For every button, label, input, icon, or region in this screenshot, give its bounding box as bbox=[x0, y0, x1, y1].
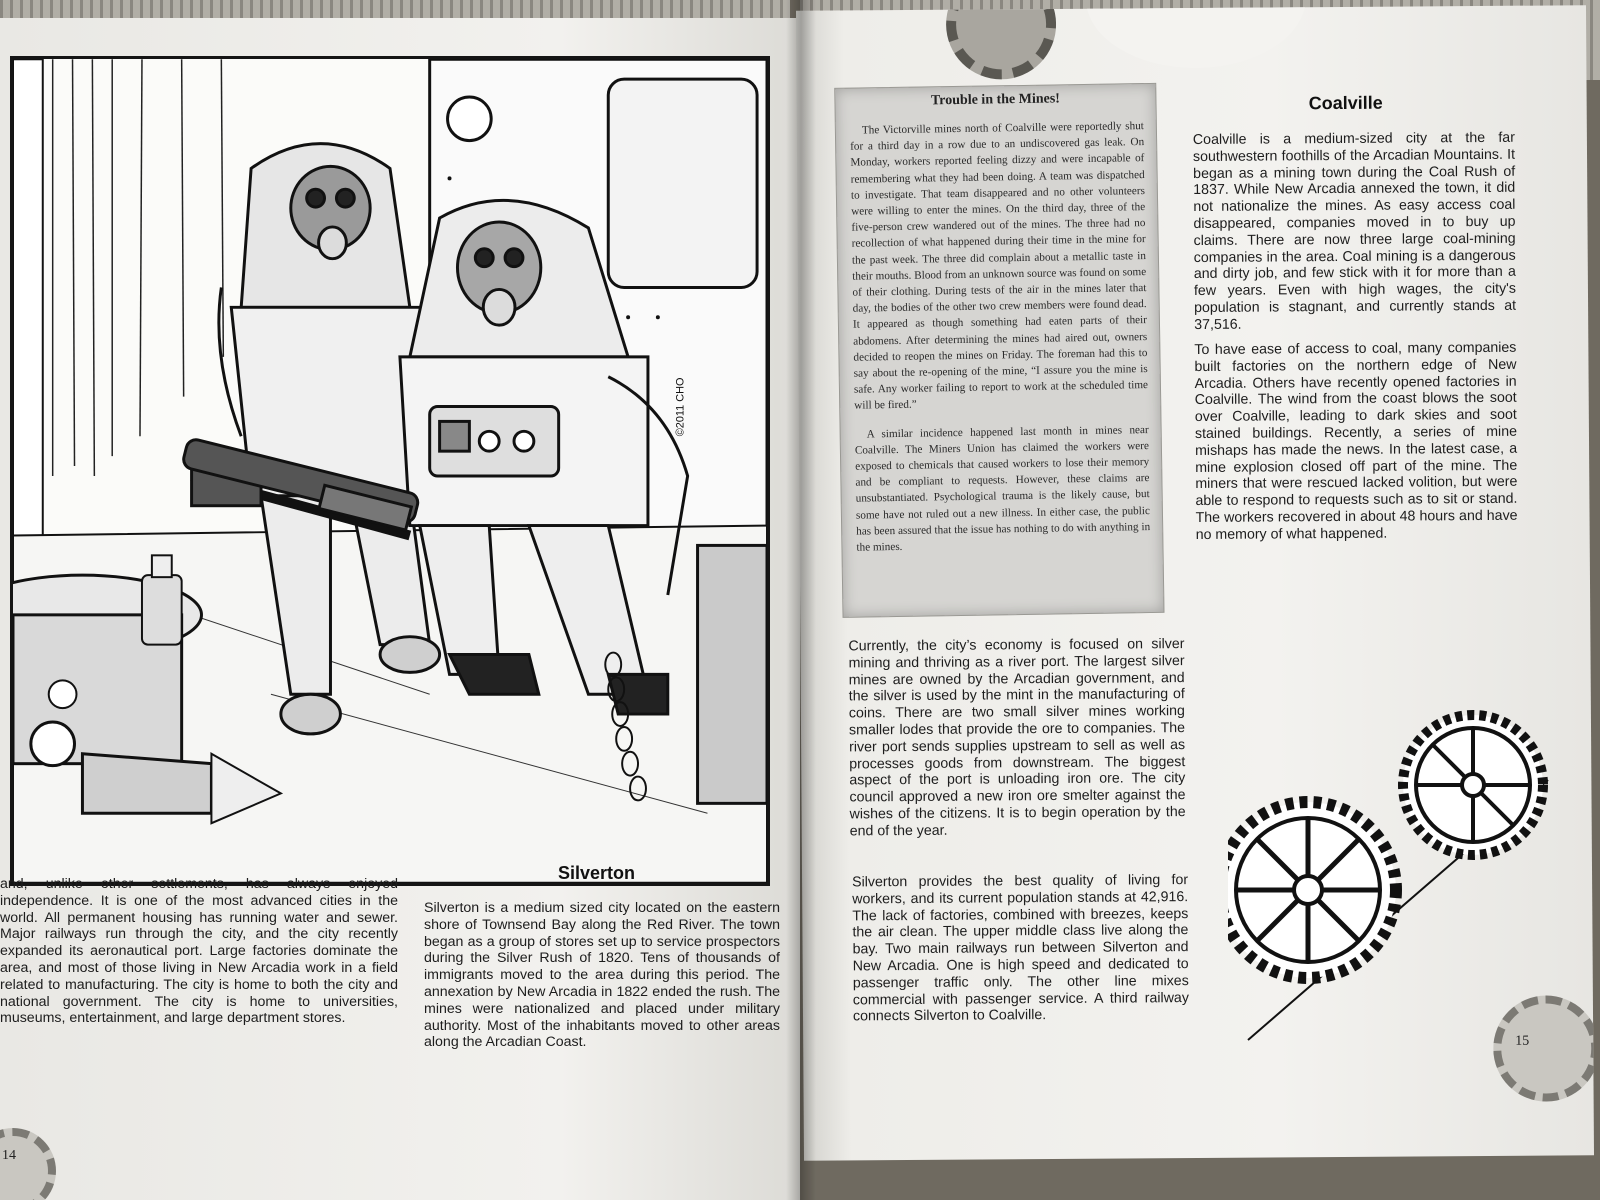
miners-drawing bbox=[13, 59, 767, 883]
small-gear-icon bbox=[1403, 715, 1543, 855]
sidebar-paragraph: The Victorville mines north of Coalville were reportedly shut for a third day in a row due to an undiscovered gas leak. On Monday, workers reported feeling dizzy and were incapable of remembering what they had been doing. A team was dispatched to investigate. That team disappeared and no other volunteers were willing to enter the mines. On the third day, three of the five-person crew wandered out of the mines. The three had no recollection of what happened during their time in the mine for the past week. The three did complain about a metallic taste in their mouths. Blood from an unknown source was found on some of their clothing. During tests of the air in the mines later that day, the bodies of the other two crew members were found dead. It appeared as though something had eaten parts of their abdomens. After determining the mines had aired out, owners decided to reopen the mines on Friday. The foreman had this to say about the re-opening of the mine, “I assure you the mine is safe. Any worker failing to report to work at the scheduled time will be fired.” bbox=[850, 120, 1149, 413]
coalville-heading: Coalville bbox=[1308, 92, 1383, 114]
new-arcadia-text: and, unlike other settlements, has always enjoyed independence. It is one of the most advanced cities in the world. All permanent housing has running water and sewer. Major railways run through the city, and the city recently expanded its aeronautical port. Large factories dominate the area, and most of those living in New Arcadia work in a field related to manufacturing. The city is home to both the city and national government. The city is home to universities, museums, entertainment, and large department stores. bbox=[0, 876, 398, 1027]
left-page bbox=[0, 18, 800, 1200]
silverton-heading: Silverton bbox=[558, 863, 636, 883]
large-gear-icon bbox=[1228, 802, 1396, 978]
gears-illustration bbox=[1228, 710, 1568, 1050]
corner-gear-icon bbox=[0, 1128, 56, 1200]
border-oval bbox=[1086, 5, 1306, 68]
miners-illustration bbox=[10, 56, 770, 886]
page-number-right: 15 bbox=[1515, 1033, 1530, 1049]
border-gear-icon bbox=[946, 5, 1057, 79]
silverton-economy-text: Currently, the city’s economy is focused on silver mining and thriving as a river port. The largest silver mines are owned by the Arcadian government, and the silver is used by the mint in the manufacturing of coins. There are two small silver mines working smaller lodes that provide the ore to companies. The river port sends supplies upstream to sell as well as processes goods from downstream. The biggest aspect of the port is unloading iron ore. The city council approved a new iron ore smelter against the wishes of the citizens. It is to begin operation by the end of the year. bbox=[848, 636, 1186, 840]
sidebar-title: Trouble in the Mines! bbox=[930, 91, 1061, 109]
sidebar-paragraph: A similar incidence happened last month in mines near Coalville. The Miners Union has claimed the workers were exposed to chemicals that caused workers to lose their memory and be compliant to requests. However, these claims are unsubstantiated. Psychological trauma is the likely cause, but some have not ruled out a new illness. In either case, the public has been assured that the issue has nothing to do with anything in the mines. bbox=[854, 423, 1151, 554]
artist-signature: ©2011 CHO bbox=[674, 377, 687, 437]
book-spine bbox=[786, 0, 816, 1200]
coalville-paragraph-2: To have ease of access to coal, many companies built factories on the northern edge of New Arcadia. Others have recently opened factories in Coalville. The wind from the coast blows the soot over Coalville, leading to dark skies and soot stained buildings. Recently, a series of mine mishaps has made the news. In the latest case, a mine explosion closed off part of the mine. The miners that were rescued lacked volition, but were able to respond to requests such as to sit or stand. The workers recovered in about 48 hours and have no memory of what happened. bbox=[1194, 339, 1518, 543]
silverton-intro-text: Silverton is a medium sized city located on the eastern shore of Townsend Bay along the Red River. The town began as a group of stores set up to service prospectors during the Silver Rush of 1820. Tens of thousands of immigrants moved to the area during this period. The annexation by New Arcadia in 1822 ended the rush. The mines were nationalized and placed under military authority. Most of the inhabitants moved to other areas along the Arcadian Coast. bbox=[424, 900, 780, 1051]
trouble-in-the-mines-sidebar bbox=[834, 83, 1164, 618]
coalville-paragraph-1: Coalville is a medium-sized city at the far southwestern foothills of the Arcadian Mountains. It began as a mining town during the Coal Rush of 1837. While New Arcadia annexed the town, it did not nationalize the mines. As easy access coal disappeared, companies moved in to buy up claims. There are now three large coal-mining companies in the area. Coal mining is a dangerous and dirty job, and few stick with it for more than a few years. Even with high wages, the city's population is stagnant, and currently stands at 37,516. bbox=[1192, 129, 1517, 333]
sidebar-body bbox=[850, 118, 1151, 556]
silverton-living-text: Silverton provides the best quality of living for workers, and its current population stands at 42,916. The lack of factories, combined with breezes, keeps the air clean. The upper middle class live along the bay. Two main railways run between Silverton and New Arcadia. One is high speed and dedicated to passenger traffic only. The other line mixes commercial with passenger service. A third railway connects Silverton to Coalville. bbox=[852, 872, 1189, 1025]
page-number-left: 14 bbox=[2, 1148, 16, 1163]
